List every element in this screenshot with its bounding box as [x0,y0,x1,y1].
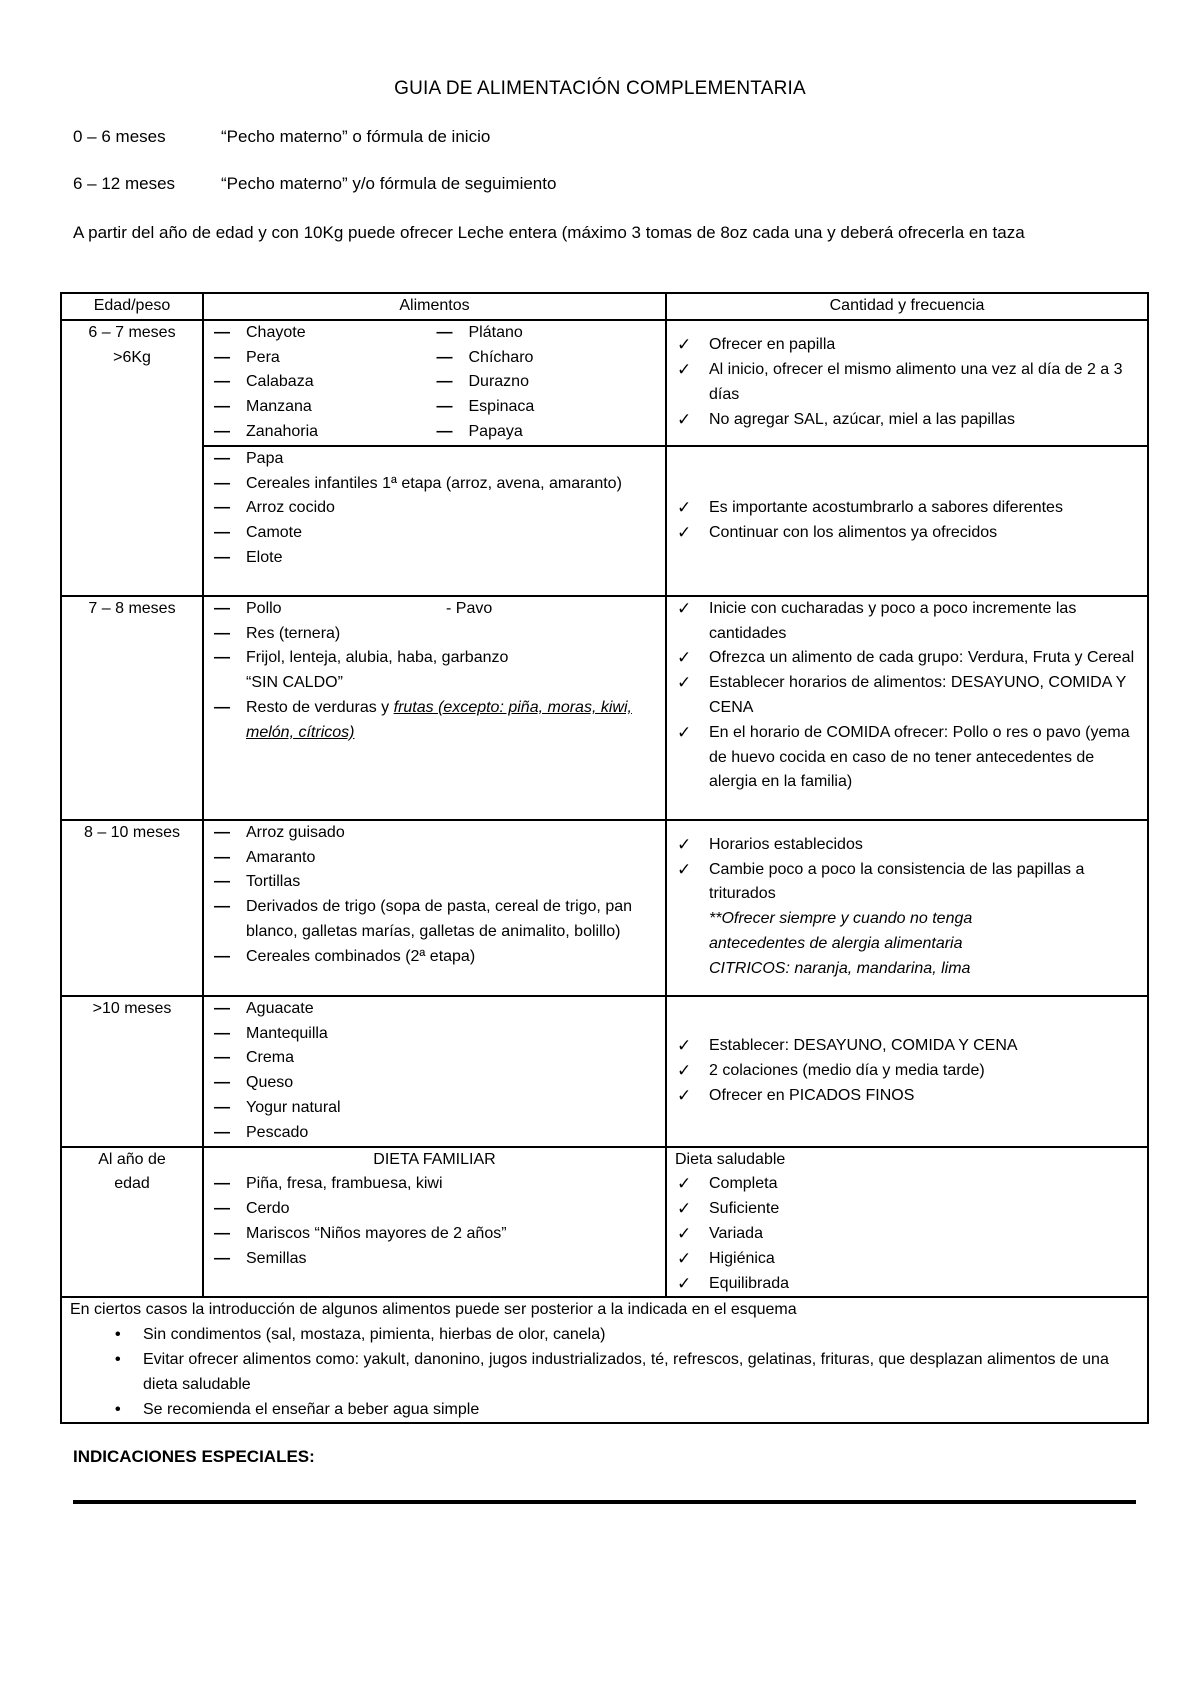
foods-two-columns [212,321,657,445]
note-line: CITRICOS: naranja, mandarina, lima [709,959,971,977]
foods-cell [203,320,666,446]
footer-bullets [70,1323,1139,1422]
list-item: — Durazno [435,370,658,395]
food-resto-prefix: Resto de verduras y [246,698,394,716]
frequency-cell [666,446,1148,596]
header-row [61,293,1148,320]
foods-list [212,821,657,970]
intro-text: “Pecho materno” y/o fórmula de seguimiento [221,174,557,193]
list-item: — Queso [212,1071,657,1096]
allergy-note [675,907,1139,981]
age-label: 6 – 7 meses [88,323,176,341]
list-item: — Mantequilla [212,1022,657,1047]
list-item: — Aguacate [212,997,657,1022]
age-cell [61,1147,203,1298]
food-pavo: - Pavo [446,599,493,617]
list-item: — Chayote [212,321,435,346]
list-item: — Zanahoria [212,420,435,445]
healthy-diet-title: Dieta saludable [675,1150,786,1168]
foods-cell [203,446,666,596]
check-item: ✓ No agregar SAL, azúcar, miel a las papillas [675,408,1139,433]
foods-list-right [435,321,658,445]
frequency-list [675,496,1139,546]
table-row [61,446,1148,596]
frequency-list [675,597,1139,795]
age-cell [61,320,203,596]
intro-text: “Pecho materno” o fórmula de inicio [221,127,491,146]
special-indications-heading: INDICACIONES ESPECIALES: [73,1447,315,1466]
foods-cell [203,596,666,820]
food-legumes: — Frijol, lenteja, alubia, haba, garbanzo [246,649,509,667]
intro-line-6-12 [73,174,556,194]
footer-row [61,1297,1148,1423]
list-item: — Derivados de trigo (sopa de pasta, cereal de trigo, pan blanco, galletas marías, galletas de animalito, bolillo) [212,895,657,945]
list-item: — Res (ternera) [212,622,657,647]
check-item: ✓ Variada [675,1222,1139,1247]
list-item [212,646,657,696]
frequency-cell [666,1147,1148,1298]
check-item: ✓ Higiénica [675,1247,1139,1272]
list-item: — Yogur natural [212,1096,657,1121]
foods-list [212,447,657,571]
frequency-cell [666,596,1148,820]
list-item: — Arroz guisado [212,821,657,846]
list-item: — Chícharo [435,346,658,371]
check-item: ✓ Suficiente [675,1197,1139,1222]
check-item: ✓ Completa [675,1172,1139,1197]
frequency-cell [666,820,1148,996]
signature-rule [73,1500,1136,1504]
check-item: ✓ En el horario de COMIDA ofrecer: Pollo o res o pavo (yema de huevo cocida en caso de no tener antecedentes de alergia en la familia) [675,721,1139,795]
frequency-list [675,1172,1139,1296]
food-pollo: Pollo [246,599,282,617]
feeding-guide-table [60,292,1149,1424]
frequency-list [675,1034,1139,1108]
note-line: antecedentes de alergia alimentaria [709,934,963,952]
foods-list-left [212,321,435,445]
check-item: ✓ Continuar con los alimentos ya ofrecidos [675,521,1139,546]
list-item [212,597,657,622]
check-item: ✓ Es importante acostumbrarlo a sabores diferentes [675,496,1139,521]
foods-cell [203,996,666,1147]
list-item: — Tortillas [212,870,657,895]
age-label: edad [114,1175,150,1193]
bullet-item: • Se recomienda el enseñar a beber agua simple [70,1398,1139,1423]
foods-cell [203,820,666,996]
intro-paragraph: A partir del año de edad y con 10Kg puede ofrecer Leche entera (máximo 3 tomas de 8oz cada una y deberá ofrecerla en taza [73,223,1025,242]
age-label: Al año de [98,1150,166,1168]
food-frutas-exceptions: frutas (excepto: piña, moras, kiwi, melón, cítricos) [246,698,632,741]
table-row [61,320,1148,446]
list-item: — Pescado [212,1121,657,1146]
list-item: — Elote [212,546,657,571]
table-row [61,996,1148,1147]
list-item: — Amaranto [212,846,657,871]
list-item: — Cereales combinados (2ª etapa) [212,945,657,970]
foods-cell [203,1147,666,1298]
intro-age: 0 – 6 meses [73,127,166,146]
age-cell: >10 meses [61,996,203,1147]
list-item: — Piña, fresa, frambuesa, kiwi [212,1172,657,1197]
list-item: — Cereales infantiles 1ª etapa (arroz, avena, amaranto) [212,472,657,497]
footer-cell [61,1297,1148,1423]
list-item: — Semillas [212,1247,657,1272]
list-item: — Mariscos “Niños mayores de 2 años” [212,1222,657,1247]
frequency-list [675,833,1139,907]
header-age: Edad/peso [61,293,203,320]
list-item: — Plátano [435,321,658,346]
check-item: ✓ Establecer: DESAYUNO, COMIDA Y CENA [675,1034,1139,1059]
foods-list [212,597,657,746]
bullet-item: • Evitar ofrecer alimentos como: yakult, danonino, jugos industrializados, té, refrescos, gelatinas, frituras, que desplazan alimentos de una dieta saludable [70,1348,1139,1398]
check-item: ✓ Equilibrada [675,1272,1139,1297]
document-title: GUIA DE ALIMENTACIÓN COMPLEMENTARIA [394,78,806,99]
check-item: ✓ Cambie poco a poco la consistencia de las papillas a triturados [675,858,1139,908]
header-frequency: Cantidad y frecuencia [666,293,1148,320]
check-item: ✓ Inicie con cucharadas y poco a poco incremente las cantidades [675,597,1139,647]
age-cell: 8 – 10 meses [61,820,203,996]
list-item: — Crema [212,1046,657,1071]
check-item: ✓ Ofrecer en papilla [675,333,1139,358]
check-item: ✓ Al inicio, ofrecer el mismo alimento una vez al día de 2 a 3 días [675,358,1139,408]
list-item [212,696,657,746]
check-item: ✓ Horarios establecidos [675,833,1139,858]
table-row [61,596,1148,820]
footer-lead: En ciertos casos la introducción de algunos alimentos puede ser posterior a la indicada en el esquema [70,1301,797,1319]
list-item: — Camote [212,521,657,546]
table-row [61,1147,1148,1298]
list-item: — Calabaza [212,370,435,395]
family-diet-title: DIETA FAMILIAR [373,1150,496,1168]
note-line: **Ofrecer siempre y cuando no tenga [709,910,973,928]
header-foods: Alimentos [203,293,666,320]
list-item: — Manzana [212,395,435,420]
list-item: — Papaya [435,420,658,445]
frequency-cell [666,320,1148,446]
bullet-item: • Sin condimentos (sal, mostaza, pimienta, hierbas de olor, canela) [70,1323,1139,1348]
check-item: ✓ Ofrezca un alimento de cada grupo: Verdura, Fruta y Cereal [675,646,1139,671]
list-item: — Espinaca [435,395,658,420]
intro-line-0-6 [73,127,490,147]
frequency-cell [666,996,1148,1147]
table-row [61,820,1148,996]
list-item: — Papa [212,447,657,472]
intro-age: 6 – 12 meses [73,174,176,193]
frequency-list [675,333,1139,432]
foods-list [212,997,657,1146]
age-cell: 7 – 8 meses [61,596,203,820]
check-item: ✓ Establecer horarios de alimentos: DESAYUNO, COMIDA Y CENA [675,671,1139,721]
list-item: — Arroz cocido [212,496,657,521]
list-item: — Cerdo [212,1197,657,1222]
check-item: ✓ Ofrecer en PICADOS FINOS [675,1084,1139,1109]
weight-label: >6Kg [113,348,151,366]
sin-caldo-note: “SIN CALDO” [246,674,343,692]
foods-list [212,1172,657,1271]
check-item: ✓ 2 colaciones (medio día y media tarde) [675,1059,1139,1084]
list-item: — Pera [212,346,435,371]
